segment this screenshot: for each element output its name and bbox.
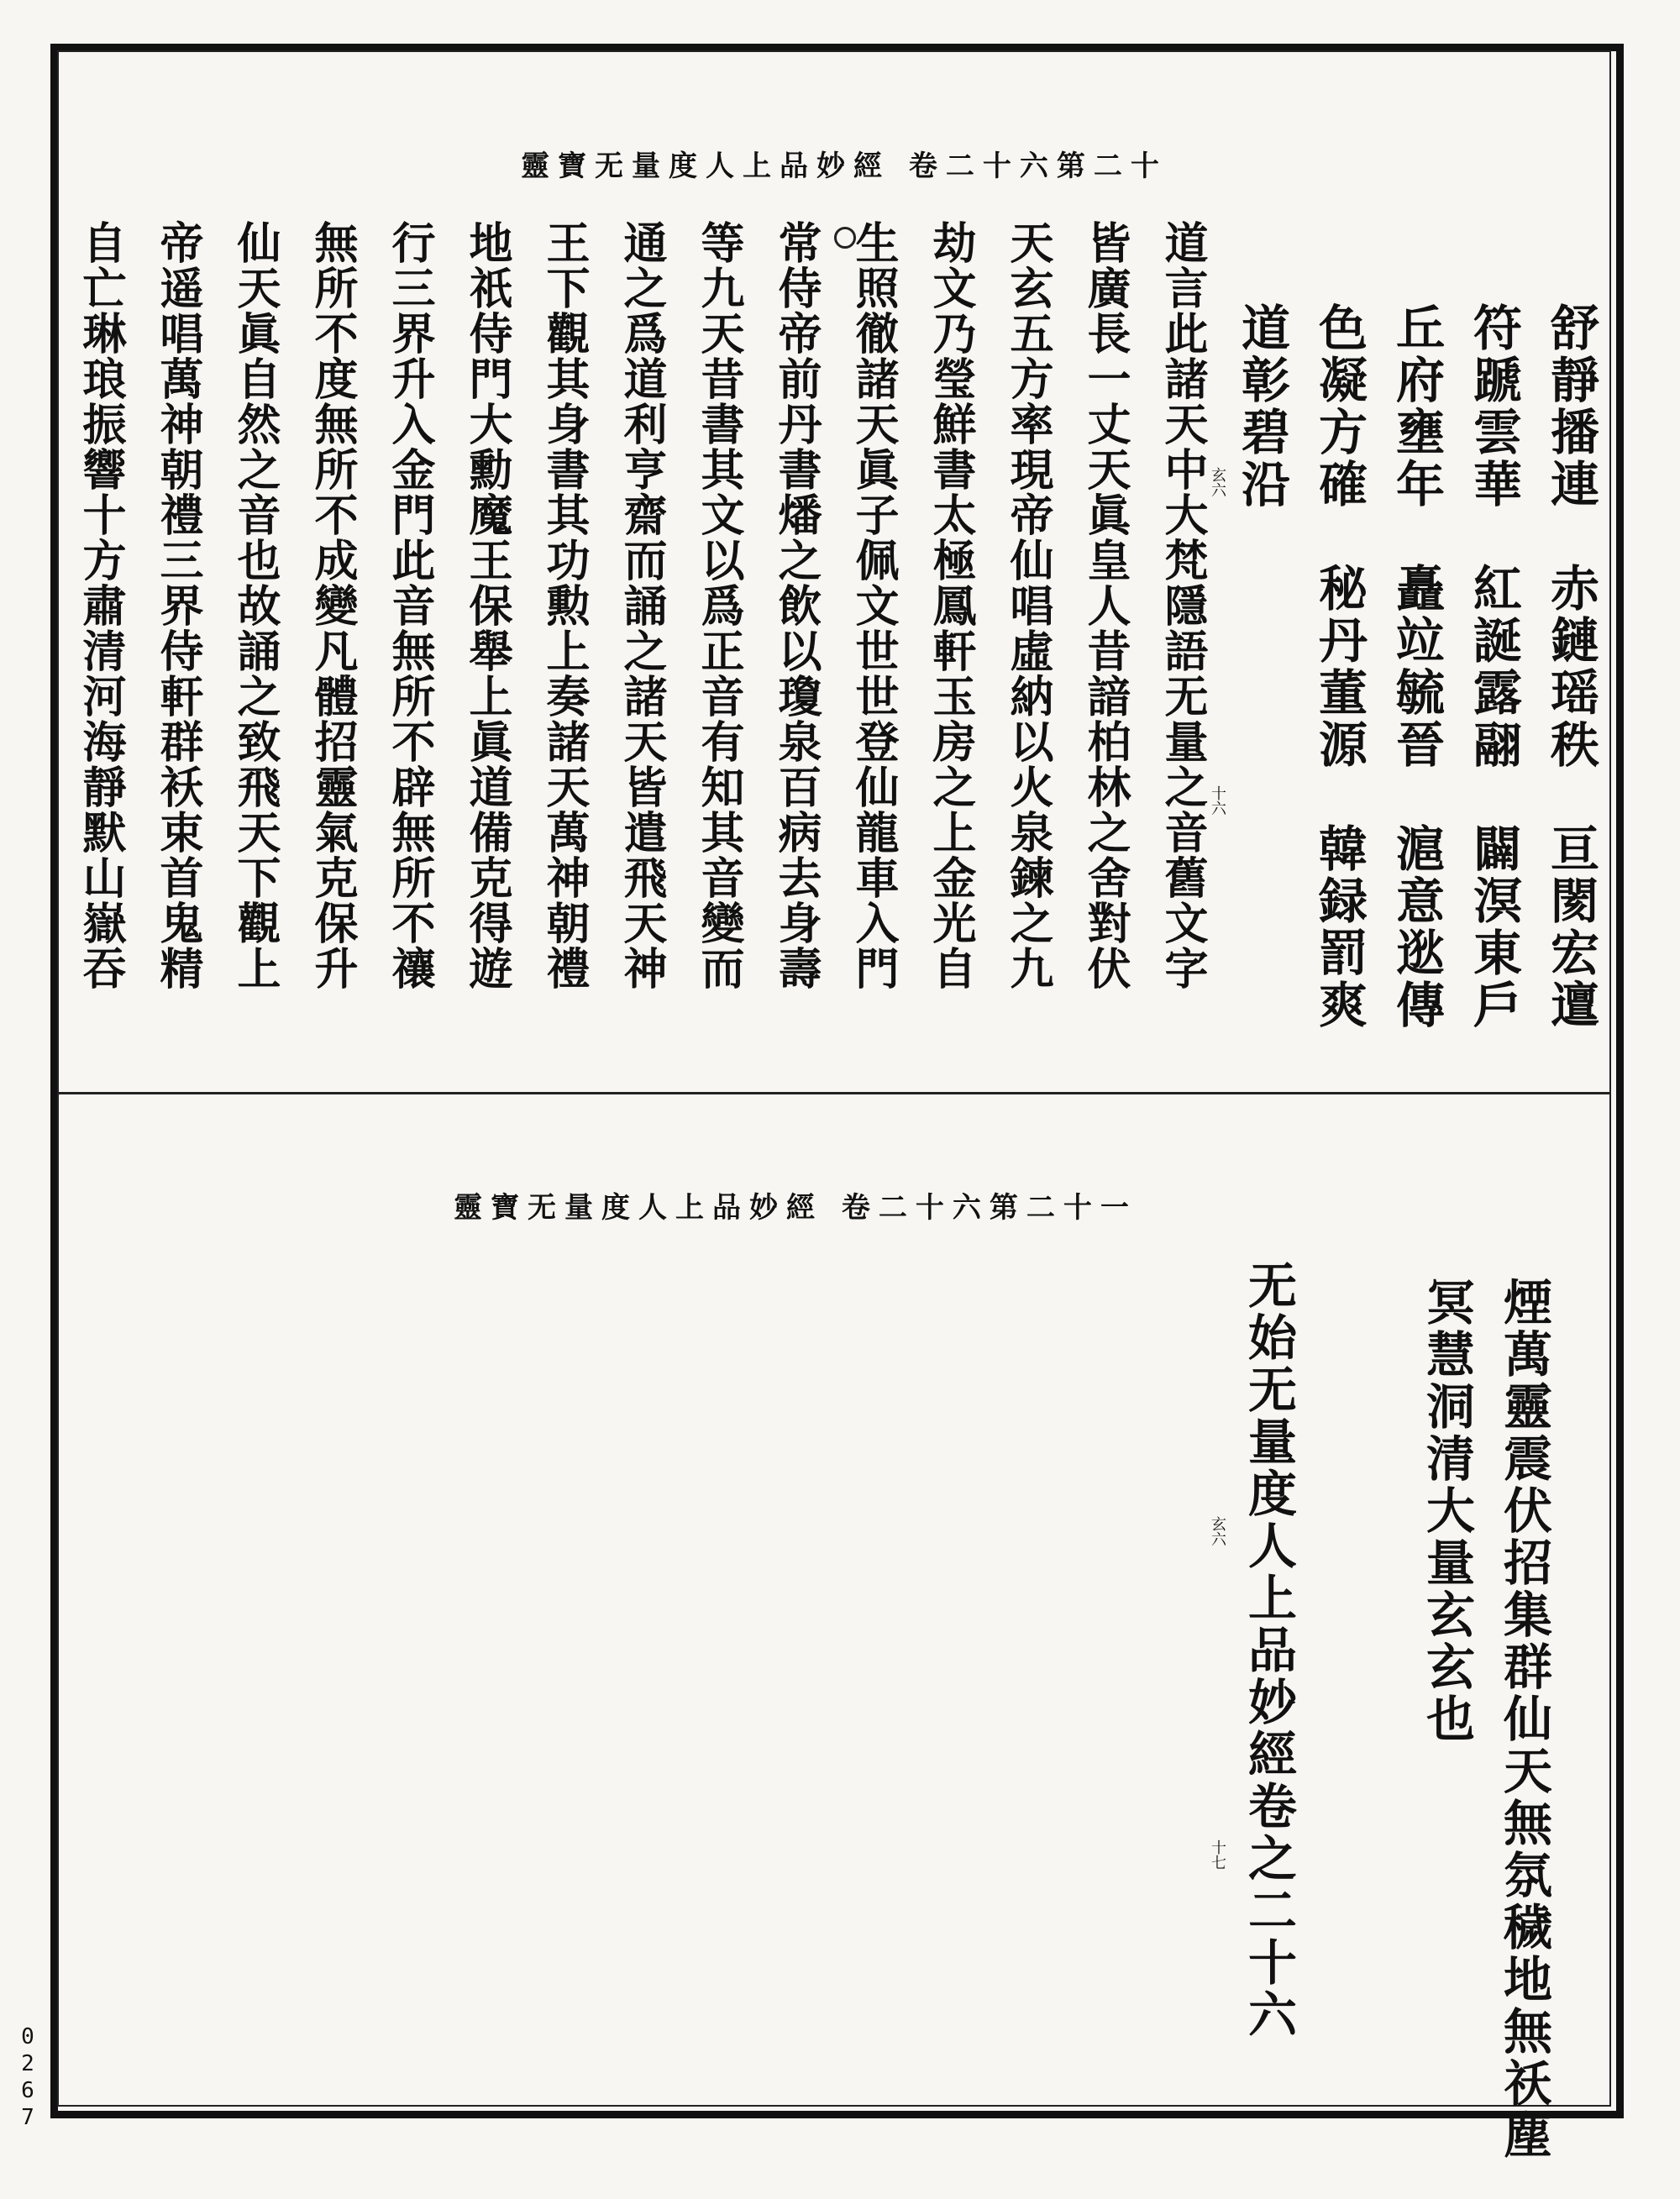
top-column: 地祇侍門大勳魔王保舉上眞道備克得遊 (461, 220, 512, 991)
top-column: 道言此諸天中大梵隱語无量之音舊文字 (1157, 220, 1208, 991)
top-column: 生照徹諸天眞子佩文世世登仙龍車入門 (848, 220, 899, 991)
top-column: 通之爲道利亨齋而誦之諸天皆遣飛天神 (616, 220, 667, 991)
top-column: 皆廣長一丈天眞皇人昔諳柏林之舍對伏 (1079, 220, 1131, 991)
top-column: 行三界升入金門此音無所不辟無所不禳 (384, 220, 435, 991)
top-column: 常侍帝前丹書燔之飲以瓊泉百病去身壽 (770, 220, 822, 991)
page-number: 0267 (15, 2024, 40, 2132)
top-column: 丘府壅年 矗竝毓晉 滬意逖傳 (1388, 302, 1445, 1031)
top-column: 等九天昔書其文以爲正音有知其音變而 (693, 220, 744, 991)
bottom-column: 冥慧洞清大量玄玄也 (1418, 1277, 1475, 1745)
bottom-header: 靈寶无量度人上品妙經 卷二十六第二十一 (454, 1191, 1137, 1225)
bottom-column: 无始无量度人上品妙經卷之二十六 (1240, 1260, 1297, 2041)
bottom-note: 十七 (1209, 1839, 1226, 1870)
top-column: 天玄五方率現帝仙唱虛納以火泉鍊之九 (1002, 220, 1053, 991)
inner-border (57, 50, 1611, 2107)
top-column: 劫文乃瑩鮮書太極鳳軒玉房之上金光自 (925, 220, 976, 991)
top-column: 舒靜播連 赤鏈瑶秩 亘閡宏邅 (1542, 302, 1599, 1031)
top-column: 無所不度無所不成變凡體招靈氣克保升 (307, 220, 358, 991)
bottom-column: 煙萬靈震伏招集群仙天無氛穢地無祅塵 (1495, 1277, 1552, 2162)
top-note: 十六 (1209, 785, 1226, 816)
section-mark-circle (834, 227, 856, 249)
top-column: 仙天眞自然之音也故誦之致飛天下觀上 (229, 220, 281, 991)
top-header: 靈寶无量度人上品妙經 卷二十六第二十 (521, 150, 1168, 183)
top-column: 自亡琳琅振響十方肅清河海靜默山嶽吞 (75, 220, 126, 991)
top-column: 王下觀其身書其功勲上奏諸天萬神朝禮 (538, 220, 590, 991)
top-column: 道彰碧沿 (1233, 302, 1290, 511)
bottom-note: 玄六 (1209, 1516, 1226, 1546)
panel-divider (57, 1092, 1611, 1094)
top-note: 玄六 (1209, 467, 1226, 497)
top-column: 色凝方確 秘丹董源 韓録罰爽 (1310, 302, 1368, 1031)
top-column: 帝遥唱萬神朝禮三界侍軒群袄束首鬼精 (152, 220, 203, 991)
top-column: 符蹏雲華 紅誕露翮 闢溟東戶 (1465, 302, 1522, 1031)
